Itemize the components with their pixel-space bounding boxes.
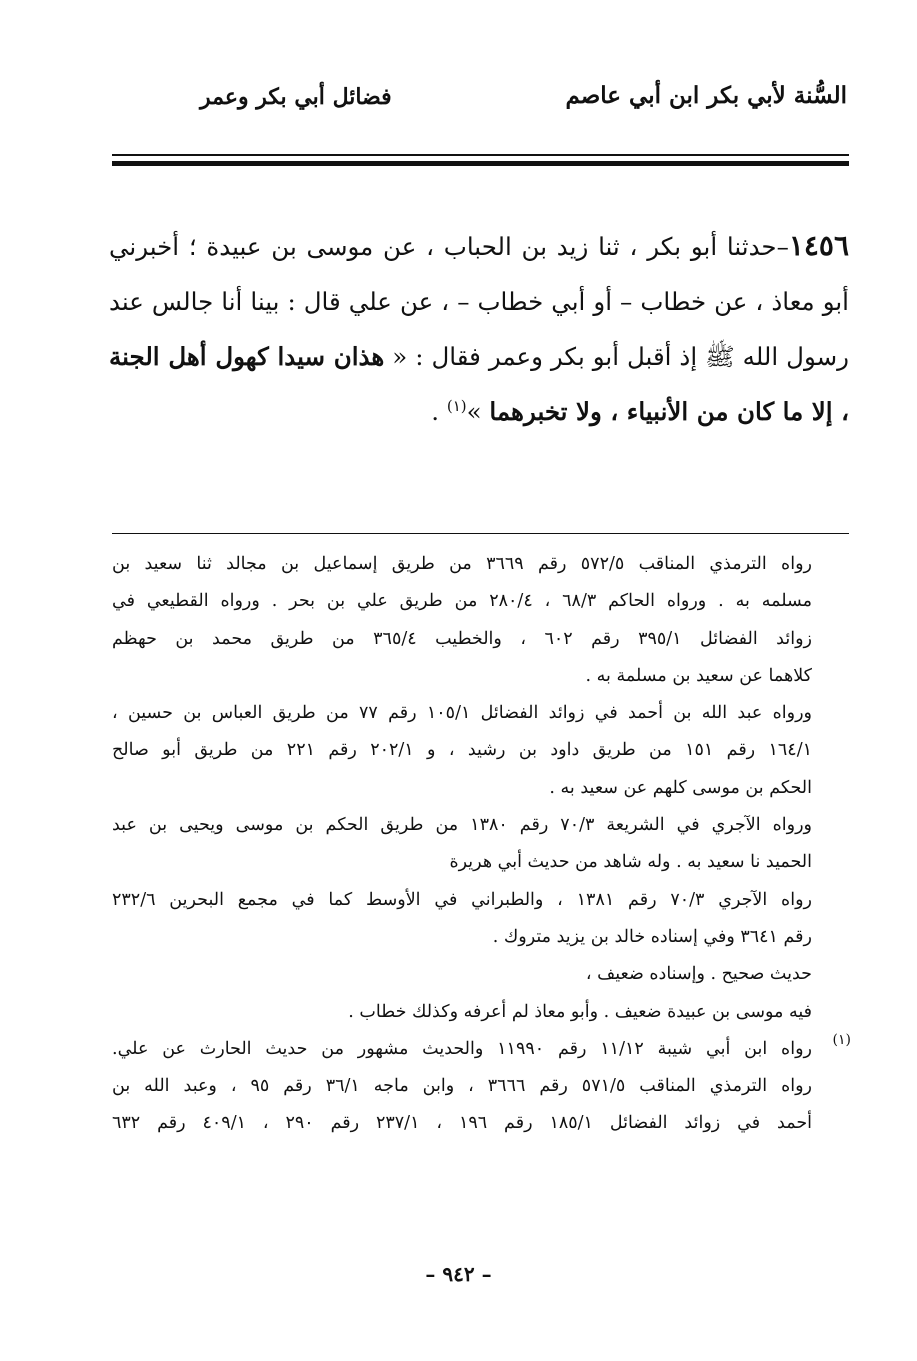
footnote-marker: (١)	[832, 1032, 851, 1048]
footnote-separator	[112, 533, 849, 534]
hadith-close-quote: »	[466, 397, 490, 426]
hadith-matn: هذان سيدا كهول أهل الجنة ، إلا ما كان من الأنبياء ، ولا تخبرهما	[109, 342, 849, 426]
footnote-line: زوائد الفضائل ٣٩٥/١ رقم ٦٠٢ ، والخطيب ٣٦٥/٤ من طريق محمد بن حهظم	[112, 628, 812, 649]
running-header-section-title: فضائل أبي بكر وعمر	[200, 84, 392, 110]
footnote-line: أحمد في زوائد الفضائل ١٨٥/١ رقم ١٩٦ ، ٢٣٧/١ رقم ٢٩٠ ، ٤٠٩/١ رقم ٦٣٢	[112, 1113, 812, 1134]
footnote-line: رواه الآجري ٧٠/٣ رقم ١٣٨١ ، والطبراني في الأوسط كما في مجمع البحرين ٢٣٢/٦	[112, 889, 812, 910]
footnote-line: رواه ابن أبي شيبة ١١/١٢ رقم ١١٩٩٠ والحديث مشهور من حديث الحارث عن علي.	[112, 1038, 812, 1059]
hadith-text	[109, 218, 849, 439]
footnote-line: الحميد نا سعيد به . وله شاهد من حديث أبي هريرة	[449, 852, 812, 873]
running-header-book-title: السُّنة لأبي بكر ابن أبي عاصم	[565, 82, 847, 109]
footnotes	[112, 546, 812, 1143]
hadith-chain: –حدثنا أبو بكر ، ثنا زيد بن الحباب ، عن موسى بن عبيدة ؛ أخبرني أبو معاذ ، عن خطاب – أو أبي خطاب – ، عن علي قال : بينا أنا جالس عند رسول الله ﷺ إذ أقبل أبو بكر وعمر فقال : «	[109, 232, 849, 371]
footnote-line: رقم ٣٦٤١ وفي إسناده خالد بن يزيد متروك .	[492, 926, 812, 947]
footnote-line: رواه الترمذي المناقب ٥٧٢/٥ رقم ٣٦٦٩ من طريق إسماعيل بن مجالد ثنا سعيد بن	[112, 554, 812, 574]
footnote-line: كلاهما عن سعيد بن مسلمة به .	[585, 665, 812, 686]
header-rule-thick	[112, 161, 849, 166]
header-rule-thin	[112, 154, 849, 156]
page-number: – ٩٤٢ –	[425, 1262, 492, 1286]
footnote-line: ١٦٤/١ رقم ١٥١ من طريق داود بن رشيد ، و ٢٠٢/١ رقم ٢٢١ من طريق أبو صالح	[112, 740, 812, 761]
footnote-line: فيه موسى بن عبيدة ضعيف . وأبو معاذ لم أعرفه وكذلك خطاب .	[348, 1001, 812, 1022]
footnote-reference[interactable]: (١)	[446, 396, 467, 415]
hadith-end: .	[431, 397, 447, 426]
footnote-line: ورواه الآجري في الشريعة ٧٠/٣ رقم ١٣٨٠ من طريق الحكم بن موسى ويحيى بن عبد	[112, 815, 812, 836]
footnote-line: ورواه عبد الله بن أحمد في زوائد الفضائل ١٠٥/١ رقم ٧٧ من طريق العباس بن حسين ،	[112, 703, 812, 724]
footnote-line: رواه الترمذي المناقب ٥٧١/٥ رقم ٣٦٦٦ ، وابن ماجه ٣٦/١ رقم ٩٥ ، وعبد الله بن	[112, 1076, 812, 1097]
footnote-line: حديث صحيح . وإسناده ضعيف ،	[585, 964, 812, 985]
footnote-line: مسلمه به . ورواه الحاكم ٦٨/٣ ، ٢٨٠/٤ من طريق علي بن بحر . ورواه القطيعي في	[112, 591, 812, 612]
footnote-line: الحكم بن موسى كلهم عن سعيد به .	[549, 777, 812, 798]
hadith-number: ١٤٥٦	[788, 229, 849, 262]
